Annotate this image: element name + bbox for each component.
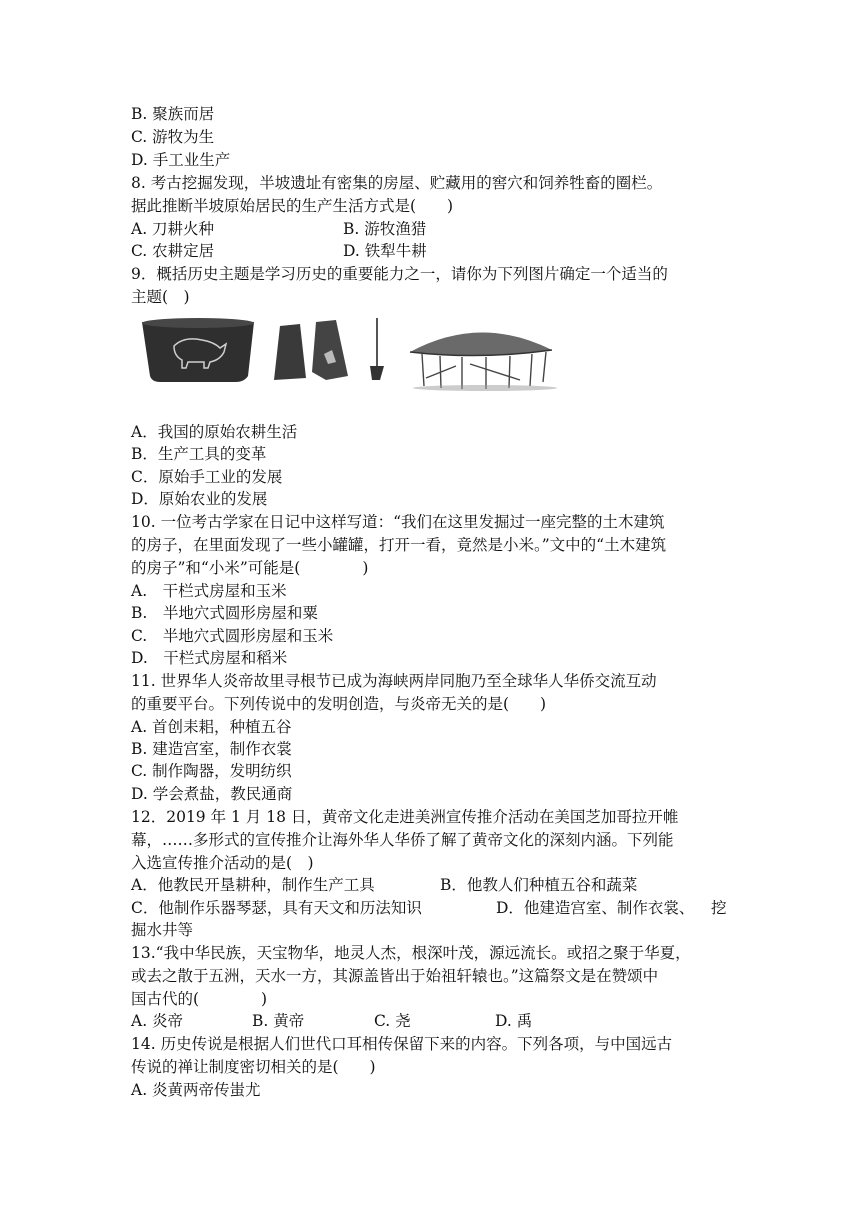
q11-option-d: D. 学会煮盐，教民通商 — [131, 785, 293, 803]
q12-option-a: A．他教民开垦耕种，制作生产工具 — [131, 876, 375, 894]
q11-stem-line1: 11. 世界华人炎帝故里寻根节已成为海峡两岸同胞乃至全球华人华侨交流互动 — [131, 672, 657, 690]
q10-stem-line3: 的房子”和“小米”可能是( ) — [131, 559, 369, 577]
q12-option-b: B．他教人们种植五谷和蔬菜 — [440, 876, 638, 894]
q12-stem-line2: 幕，……多形式的宣传推介让海外华人华侨了解了黄帝文化的深刻内涵。下列能 — [131, 831, 674, 849]
q11-option-b: B. 建造宫室，制作衣裳 — [131, 740, 292, 758]
q10-option-c: C. 半地穴式圆形房屋和玉米 — [131, 627, 334, 645]
q10-option-a: A. 干栏式房屋和玉米 — [131, 582, 287, 600]
q11-option-c: C. 制作陶器，发明纺织 — [131, 762, 292, 780]
q13-stem-line2: 或去之散于五洲，天水一方，其源盖皆出于始祖轩辕也。”这篇祭文是在赞颂中 — [131, 967, 659, 985]
q13-option-d: D. 禹 — [495, 1012, 533, 1030]
q12-stem-line1: 12．2019 年 1 月 18 日，黄帝文化走进美洲宣传推介活动在美国芝加哥拉开帷 — [131, 808, 679, 826]
q9-option-d: D．原始农业的发展 — [131, 490, 268, 508]
q10-option-d: D. 干栏式房屋和稻米 — [131, 649, 288, 667]
q14-stem-line2: 传说的禅让制度密切相关的是( ) — [131, 1058, 376, 1076]
q9-stem-line2: 主题( ) — [131, 288, 190, 306]
q8-stem-line2: 据此推断半坡原始居民的生产生活方式是( ) — [131, 197, 454, 215]
q13-stem-line3: 国古代的( ) — [131, 990, 268, 1008]
q8-option-d: D. 铁犁牛耕 — [343, 242, 427, 260]
q12-option-d-wrap-char: 挖 — [711, 899, 727, 917]
q13-stem-line1: 13.“我中华民族，天宝物华，地灵人杰，根深叶茂，源远流长。或招之聚于华夏， — [131, 944, 691, 962]
q12-stem-line3: 入选宣传推介活动的是( ) — [131, 854, 314, 872]
q8-option-b: B. 游牧渔猎 — [343, 220, 427, 238]
q8-option-c: C. 农耕定居 — [131, 242, 215, 260]
q12-option-d-cont: 掘水井等 — [131, 921, 194, 939]
q10-stem-line1: 10. 一位考古学家在日记中这样写道：“我们在这里发掘过一座完整的土木建筑 — [131, 513, 665, 531]
q13-option-b: B. 黄帝 — [252, 1012, 305, 1030]
q10-stem-line2: 的房子，在里面发现了一些小罐罐，打开一看，竟然是小米。”文中的“土木建筑 — [131, 536, 667, 554]
q14-stem-line1: 14. 历史传说是根据人们世代口耳相传保留下来的内容。下列各项，与中国远古 — [131, 1035, 673, 1053]
q12-option-d: D．他建造宫室、制作衣裳、 — [496, 899, 695, 917]
q9-stem-line1: 9．概括历史主题是学习历史的重要能力之一，请你为下列图片确定一个适当的 — [131, 265, 668, 283]
q13-option-c: C. 尧 — [374, 1012, 411, 1030]
q8-option-a: A. 刀耕火种 — [131, 220, 215, 238]
thatched-house-image — [410, 332, 557, 391]
q11-stem-line2: 的重要平台。下列传说中的发明创造，与炎帝无关的是( ) — [131, 695, 547, 713]
stone-tools-image — [274, 318, 384, 380]
q9-pictures — [140, 316, 560, 392]
q12-option-c: C．他制作乐器琴瑟，具有天文和历法知识 — [131, 899, 422, 917]
q7-option-b: B. 聚族而居 — [131, 105, 215, 123]
q14-option-a: A. 炎黄两帝传蚩尤 — [131, 1081, 261, 1099]
q10-option-b: B. 半地穴式圆形房屋和粟 — [131, 604, 318, 622]
q9-option-b: B．生产工具的变革 — [131, 445, 267, 463]
q11-option-a: A. 首创耒耜，种植五谷 — [131, 718, 292, 736]
q9-option-c: C．原始手工业的发展 — [131, 468, 283, 486]
q8-stem-line1: 8. 考古挖掘发现，半坡遗址有密集的房屋、贮藏用的窖穴和饲养牲畜的圈栏。 — [131, 174, 663, 192]
q13-option-a: A. 炎帝 — [131, 1012, 184, 1030]
q9-option-a: A．我国的原始农耕生活 — [131, 423, 298, 441]
q7-option-d: D. 手工业生产 — [131, 151, 231, 169]
q7-option-c: C. 游牧为生 — [131, 128, 215, 146]
pottery-basin-image — [142, 318, 254, 382]
